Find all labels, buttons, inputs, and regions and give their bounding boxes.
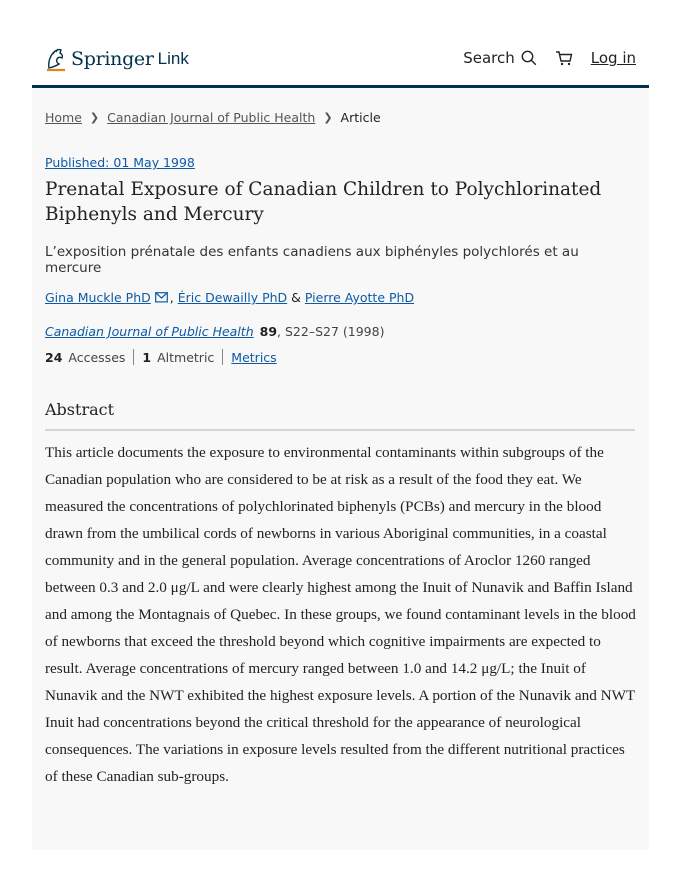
- volume-number: 89: [259, 324, 278, 339]
- author-link[interactable]: Gina Muckle PhD: [45, 290, 151, 305]
- search-button[interactable]: [463, 49, 537, 67]
- article-main: [32, 88, 649, 850]
- altmetric-label: Altmetric: [157, 349, 215, 365]
- author-separator: &: [291, 290, 301, 305]
- logo-link-text: Link: [157, 49, 189, 68]
- article-translated-title: L’exposition prénatale des enfants canadiens aux biphényles polychlorés et au mercure: [45, 244, 579, 276]
- accesses-label: Accesses: [68, 349, 126, 365]
- article-metrics: [45, 349, 277, 365]
- abstract-text: This article documents the exposure to environmental contaminants within subgroups of the Canadian population who are considered to be at risk as a result of the food they eat. We measured the concentrations of polychlorinated biphenyls (PCBs) and mercury in the blood drawn from the umbilical cords of newborns in various Aboriginal communities, in a coastal community and in the general population. Average concentrations of Aroclor 1260 ranged between 0.3 and 2.0 μg/L and were clearly highest among the Inuit of Nunavik and Baffin Island and among the Montagnais of Quebec. In these groups, we found contaminant levels in the blood of newborns that exceed the threshold beyond which cognitive impairments are expected to result. Average concentrations of mercury ranged between 1.0 and 14.2 μg/L; the Inuit of Nunavik and the NWT exhibited the highest exposure levels. A portion of the Nunavik and NWT Inuit had concentrations beyond the critical threshold for the appearance of neurological consequences. The variations in exposure levels resulted from the different nutritional practices of these Canadian sub-groups.: [45, 444, 636, 785]
- springer-horse-icon: [45, 46, 67, 72]
- login-link[interactable]: Log in: [590, 49, 636, 67]
- header-actions: [463, 49, 636, 67]
- author-list: [45, 290, 414, 305]
- chevron-right-icon: ❯: [89, 111, 100, 124]
- site-header: [32, 0, 649, 88]
- metrics-divider: [222, 349, 223, 365]
- search-icon: [521, 50, 537, 66]
- article-title: Prenatal Exposure of Canadian Children to Polychlorinated Biphenyls and Mercury: [45, 179, 602, 225]
- chevron-right-icon: ❯: [323, 111, 333, 124]
- metrics-link[interactable]: Metrics: [231, 349, 277, 365]
- altmetric-count: 1: [142, 349, 152, 365]
- mail-icon[interactable]: [155, 292, 168, 303]
- citation-line: [45, 324, 384, 339]
- springer-link-logo[interactable]: [45, 44, 189, 74]
- author-link[interactable]: Pierre Ayotte PhD: [304, 290, 415, 305]
- abstract-heading: Abstract: [45, 400, 635, 431]
- search-label: Search: [463, 49, 515, 67]
- breadcrumb-current: Article: [340, 110, 381, 125]
- logo-springer-text: Springer: [71, 48, 154, 70]
- author-separator: ,: [169, 290, 174, 305]
- cart-button[interactable]: [555, 50, 573, 66]
- breadcrumb: [45, 110, 381, 125]
- breadcrumb-home[interactable]: Home: [45, 110, 82, 125]
- accesses-count: 24: [45, 349, 63, 365]
- citation-pages: , S22–S27 (1998): [277, 324, 385, 339]
- breadcrumb-journal[interactable]: Canadian Journal of Public Health: [107, 110, 316, 125]
- published-date-link[interactable]: Published: 01 May 1998: [45, 155, 195, 170]
- author-link[interactable]: Éric Dewailly PhD: [177, 290, 288, 305]
- cart-icon: [555, 50, 573, 66]
- journal-link[interactable]: Canadian Journal of Public Health: [45, 324, 254, 339]
- metrics-divider: [133, 349, 134, 365]
